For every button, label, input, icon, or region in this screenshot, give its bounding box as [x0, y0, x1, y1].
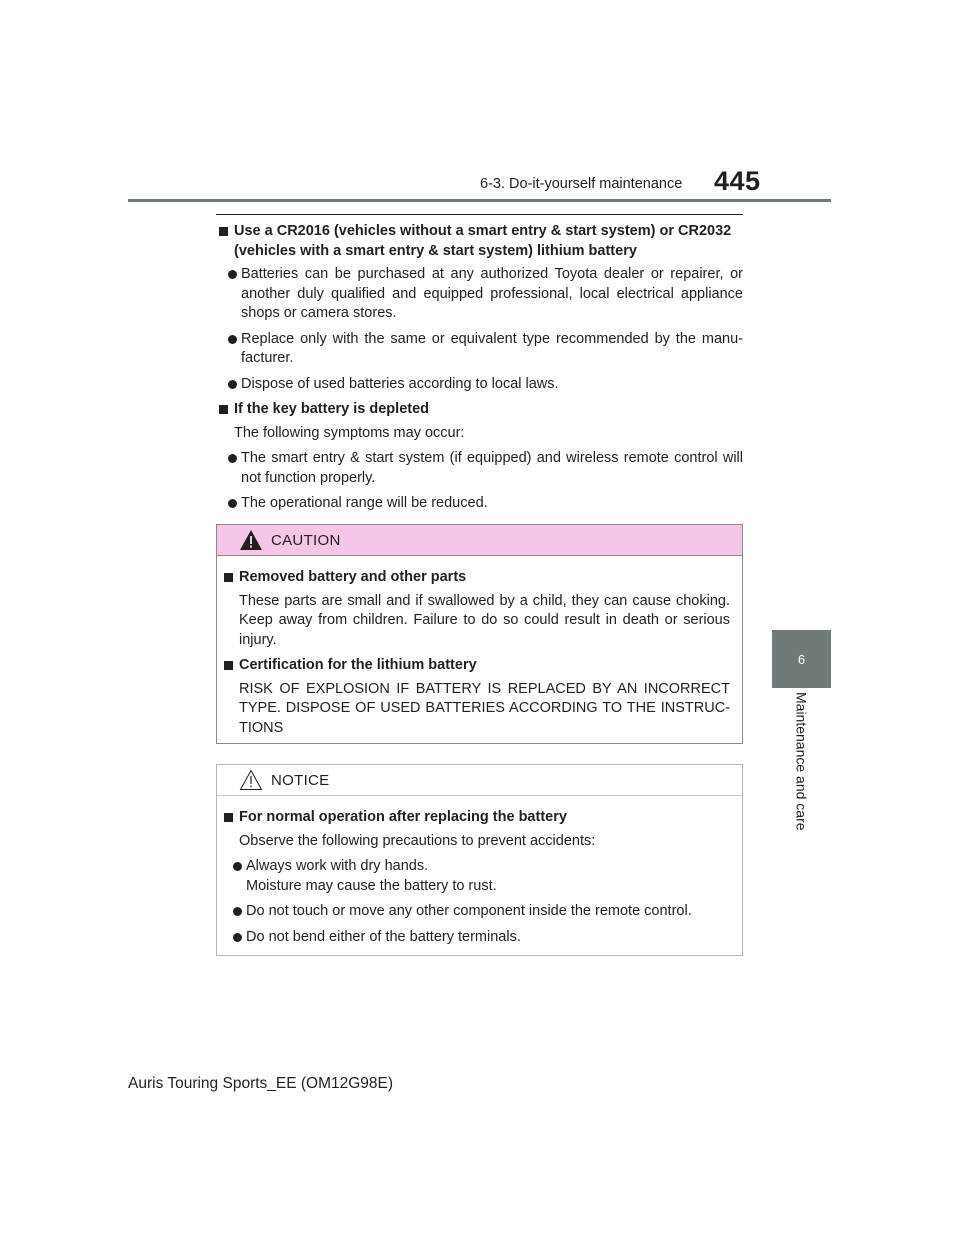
- caution-title: CAUTION: [271, 531, 341, 549]
- chapter-label: [772, 692, 831, 842]
- list-item: Replace only with the same or equivalent type recommended by the manu-facturer.: [218, 330, 743, 369]
- depleted-intro: The following symptoms may occur:: [234, 424, 465, 441]
- header-section-title: 6-3. Do-it-yourself maintenance: [480, 176, 683, 192]
- caution-box: [216, 524, 743, 744]
- chapter-number: 6: [797, 651, 806, 667]
- battery-type-heading-line1: Use a CR2016 (vehicles without a smart entry & start system) or CR2032: [234, 223, 732, 239]
- notice-title: NOTICE: [271, 771, 330, 789]
- caution-section-text: RISK OF EXPLOSION IF BATTERY IS REPLACED BY AN INCORRECT TYPE. DISPOSE OF USED BATTERIES ACCORDING TO THE INSTRUC-TIONS: [239, 680, 730, 736]
- depleted-heading: If the key battery is depleted: [218, 400, 743, 420]
- battery-type-heading-line2: (vehicles with a smart entry & start system) lithium battery: [234, 242, 637, 259]
- content-top-rule: [216, 214, 743, 215]
- battery-type-heading: [218, 222, 743, 261]
- list-item: The smart entry & start system (if equipped) and wireless remote control will not function properly.: [218, 449, 743, 488]
- caution-section-heading: Certification for the lithium battery: [223, 656, 730, 676]
- chapter-label-text: Maintenance and care: [793, 692, 810, 831]
- list-item: Do not touch or move any other component inside the remote control.: [223, 902, 730, 922]
- caution-section-text: These parts are small and if swallowed by a child, they can cause choking. Keep away from children. Failure to do so could result in death or serious injury.: [239, 592, 730, 648]
- notice-heading: For normal operation after replacing the battery: [223, 808, 730, 828]
- list-item: The operational range will be reduced.: [218, 494, 743, 514]
- list-item: Do not bend either of the battery terminals.: [223, 928, 730, 948]
- depleted-block: [218, 400, 743, 514]
- warning-icon: [239, 529, 263, 551]
- warning-outline-icon: [239, 769, 263, 791]
- list-item: [223, 857, 730, 896]
- main-content: [218, 222, 743, 520]
- notice-body: [217, 796, 742, 947]
- chapter-tab: [772, 630, 831, 688]
- caution-section-heading: Removed battery and other parts: [223, 568, 730, 588]
- notice-bullet-line1: Always work with dry hands.: [246, 858, 429, 874]
- notice-box: [216, 764, 743, 956]
- notice-intro: Observe the following precautions to prevent accidents:: [239, 832, 596, 849]
- notice-bullet-line2: Moisture may cause the battery to rust.: [246, 877, 497, 894]
- header-rule: [128, 199, 831, 202]
- battery-type-block: [218, 222, 743, 394]
- list-item: Batteries can be purchased at any authorized Toyota dealer or repairer, or another duly qualified and equipped professional, local electrical appliance shops or camera stores.: [218, 265, 743, 324]
- page-number: 445: [714, 166, 761, 196]
- footer-text: Auris Touring Sports_EE (OM12G98E): [128, 1075, 394, 1092]
- notice-header: [217, 765, 742, 796]
- list-item: Dispose of used batteries according to local laws.: [218, 375, 743, 395]
- caution-header: [217, 525, 742, 556]
- caution-body: [217, 556, 742, 738]
